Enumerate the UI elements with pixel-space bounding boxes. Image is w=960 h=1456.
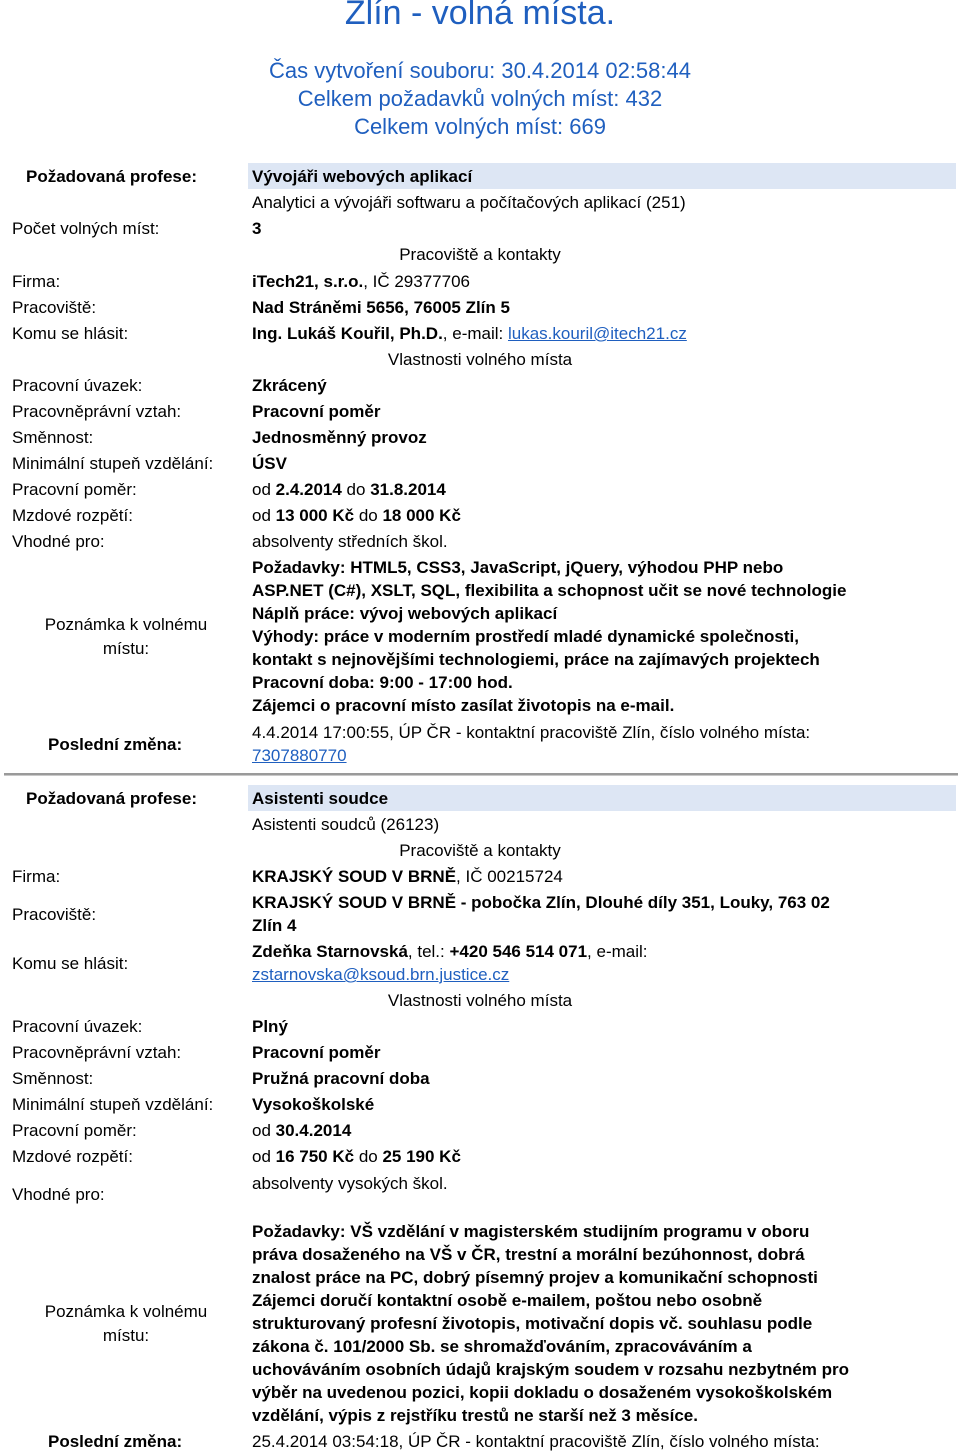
- salary-from: 13 000 Kč: [275, 506, 355, 525]
- contact-name: Zdeňka Starnovská: [252, 942, 408, 961]
- suitable-label: Vhodné pro:: [12, 1185, 105, 1204]
- education-value: Vysokoškolské: [252, 1095, 375, 1114]
- last-change-label: Poslední změna:: [48, 735, 183, 754]
- education-value: ÚSV: [252, 454, 287, 473]
- contact-email-label: , e-mail:: [587, 942, 648, 961]
- employment-label: Pracovní poměr:: [12, 1121, 137, 1140]
- relation-value: Pracovní poměr: [252, 402, 381, 421]
- firm-id: , IČ 00215724: [456, 867, 563, 886]
- position-number-link[interactable]: 7307880770: [252, 746, 347, 765]
- count-value: 3: [252, 219, 262, 238]
- profession-detail: Analytici a vývojáři softwaru a počítačových aplikací (251): [252, 193, 686, 212]
- profession-value: Vývojáři webových aplikací: [252, 167, 473, 186]
- salary-to: 18 000 Kč: [382, 506, 461, 525]
- workload-value: Zkrácený: [252, 376, 327, 395]
- salary-to-label: do: [354, 506, 383, 525]
- total-positions: Celkem volných míst: 669: [354, 114, 606, 139]
- section-contacts-heading: Pracoviště a kontakty: [399, 841, 561, 860]
- employment-from: 30.4.2014: [275, 1121, 352, 1140]
- salary-from-label: od: [252, 506, 276, 525]
- contact-tel-label: , tel.:: [407, 942, 450, 961]
- profession-value: Asistenti soudce: [252, 789, 389, 808]
- workload-value: Plný: [252, 1017, 288, 1036]
- shift-value: Pružná pracovní doba: [252, 1069, 430, 1088]
- contact-tel: +420 546 514 071: [449, 942, 588, 961]
- firm-label: Firma:: [12, 272, 61, 291]
- contact-email-link[interactable]: lukas.kouril@itech21.cz: [507, 324, 687, 343]
- firm-id: , IČ 29377706: [363, 272, 470, 291]
- salary-label: Mzdové rozpětí:: [12, 506, 133, 525]
- firm-label: Firma:: [12, 867, 61, 886]
- salary-from: 16 750 Kč: [275, 1147, 355, 1166]
- employment-to: 31.8.2014: [370, 480, 446, 499]
- profession-label: Požadovaná profese:: [26, 789, 197, 808]
- contact-label: Komu se hlásit:: [12, 324, 129, 343]
- last-change-value: 25.4.2014 03:54:18, ÚP ČR - kontaktní pracoviště Zlín, číslo volného místa:: [252, 1432, 820, 1451]
- employment-to-label: do: [341, 480, 371, 499]
- note-text: Požadavky: HTML5, CSS3, JavaScript, jQuery, výhodou PHP nebo ASP.NET (C#), XSLT, SQL, flexibilita a schopnost učit se nové technologie Náplň práce: vývoj webových aplikací Výhody: práce v moderním prostředí mladé dynamické společnosti, kontakt s nejnovějšími technologiemi, práce na zajímavých projektech Pracovní doba: 9:00 - 17:00 hod. Zájemci o pracovní místo zasílat životopis na e-mail.: [252, 558, 847, 715]
- count-label: Počet volných míst:: [12, 219, 160, 238]
- workplace-value: Nad Stráněmi 5656, 76005 Zlín 5: [252, 298, 510, 317]
- last-change-label: Poslední změna:: [48, 1432, 183, 1451]
- workplace-label: Pracoviště:: [12, 905, 97, 924]
- suitable-label: Vhodné pro:: [12, 532, 105, 551]
- page-title: Zlín - volná místa.: [344, 0, 616, 32]
- shift-value: Jednosměnný provoz: [252, 428, 427, 447]
- employment-from-label: od: [252, 1121, 276, 1140]
- relation-label: Pracovněprávní vztah:: [12, 1043, 182, 1062]
- contact-name: Ing. Lukáš Kouřil, Ph.D.: [252, 324, 443, 343]
- profession-detail: Asistenti soudců (26123): [252, 815, 440, 834]
- listing-divider: [4, 773, 958, 776]
- workload-label: Pracovní úvazek:: [12, 376, 143, 395]
- section-properties-heading: Vlastnosti volného místa: [387, 350, 573, 369]
- contact-email-link[interactable]: zstarnovska@ksoud.brn.justice.cz: [252, 965, 510, 984]
- relation-label: Pracovněprávní vztah:: [12, 402, 182, 421]
- contact-email-label: , e-mail:: [442, 324, 508, 343]
- firm-name: KRAJSKÝ SOUD V BRNĚ: [252, 867, 457, 886]
- note-label: Poznámka k volnému místu:: [44, 1302, 208, 1345]
- section-contacts-heading: Pracoviště a kontakty: [399, 245, 561, 264]
- contact-label: Komu se hlásit:: [12, 954, 129, 973]
- note-text: Požadavky: VŠ vzdělání v magisterském studijním programu v oboru práva dosaženého na VŠ v ČR, trestní a morální bezúhonnost, dobrá znalost práce na PC, dobrý písemný projev a komunikační schopnosti Zájemci doručí kontaktní osobě e-mailem, poštou nebo osobně strukturovaný profesní životopis, motivační dopis vč. souhlasu podle zákona č. 101/2000 Sb. se shromažďováním, zpracováváním a uchováváním osobních údajů krajským soudem v rozsahu nezbytném pro výběr na uvedenou pozici, kopii dokladu o dosaženém vysokoškolském vzdělání, výpis z rejstříku trestů ne starší než 3 měsíce.: [252, 1222, 850, 1425]
- education-label: Minimální stupeň vzdělání:: [12, 454, 214, 473]
- firm-name: iTech21, s.r.o.: [252, 272, 364, 291]
- employment-from: 2.4.2014: [275, 480, 342, 499]
- profession-label: Požadovaná profese:: [26, 167, 197, 186]
- workload-label: Pracovní úvazek:: [12, 1017, 143, 1036]
- last-change-value: 4.4.2014 17:00:55, ÚP ČR - kontaktní pracoviště Zlín, číslo volného místa:: [252, 723, 811, 742]
- employment-label: Pracovní poměr:: [12, 480, 137, 499]
- relation-value: Pracovní poměr: [252, 1043, 381, 1062]
- file-created-time: Čas vytvoření souboru: 30.4.2014 02:58:44: [269, 58, 691, 83]
- note-label: Poznámka k volnému místu:: [44, 615, 208, 658]
- salary-to: 25 190 Kč: [382, 1147, 461, 1166]
- shift-label: Směnnost:: [12, 1069, 94, 1088]
- suitable-value: absolventy vysokých škol.: [252, 1174, 448, 1193]
- salary-from-label: od: [252, 1147, 276, 1166]
- total-requests: Celkem požadavků volných míst: 432: [297, 86, 663, 111]
- education-label: Minimální stupeň vzdělání:: [12, 1095, 214, 1114]
- employment-from-label: od: [252, 480, 276, 499]
- shift-label: Směnnost:: [12, 428, 94, 447]
- salary-to-label: do: [354, 1147, 383, 1166]
- suitable-value: absolventy středních škol.: [252, 532, 448, 551]
- section-properties-heading: Vlastnosti volného místa: [387, 991, 573, 1010]
- workplace-value: KRAJSKÝ SOUD V BRNĚ - pobočka Zlín, Dlouhé díly 351, Louky, 763 02 Zlín 4: [252, 893, 830, 935]
- workplace-label: Pracoviště:: [12, 298, 97, 317]
- salary-label: Mzdové rozpětí:: [12, 1147, 133, 1166]
